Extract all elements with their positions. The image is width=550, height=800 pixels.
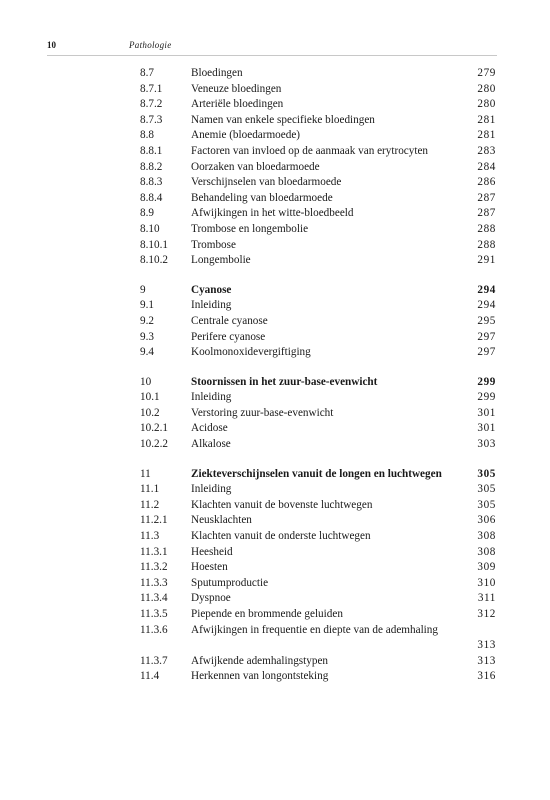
page-reference: 279 (477, 67, 496, 79)
entry-title: Centrale cyanose (191, 314, 268, 327)
running-title: Pathologie (129, 40, 172, 50)
entry-title: Sputumproductie (191, 576, 269, 589)
section-number: 8.7 (140, 67, 154, 79)
page-reference: 283 (477, 144, 496, 157)
toc-entry (140, 128, 496, 144)
toc-entry (140, 330, 496, 346)
entry-title: Behandeling van bloedarmoede (191, 191, 333, 204)
entry-title: Afwijkende ademhalingstypen (191, 654, 329, 667)
section-number: 11 (140, 467, 151, 480)
section-number: 8.10.2 (140, 254, 168, 267)
entry-title: Veneuze bloedingen (191, 82, 282, 95)
entry-title: Factoren van invloed op de aanmaak van erytrocyten (191, 144, 429, 157)
entry-title: Longembolie (191, 254, 251, 267)
page-reference: 311 (477, 592, 496, 605)
page-reference: 312 (477, 608, 496, 620)
entry-title: Anemie (bloedarmoede) (191, 129, 301, 142)
toc-entry (140, 513, 496, 529)
entry-title: Trombose en longembolie (191, 222, 309, 235)
page-reference: 299 (477, 391, 496, 404)
header-divider (47, 55, 497, 56)
entry-title: Verschijnselen van bloedarmoede (191, 176, 342, 189)
entry-title: Acidose (191, 422, 228, 435)
section-number: 11.3.7 (140, 654, 168, 667)
section-number: 8.8.4 (140, 191, 163, 204)
entry-title: Afwijkingen in het witte-bloedbeeld (191, 207, 354, 220)
section-number: 10.2.1 (140, 422, 168, 435)
entry-title: Oorzaken van bloedarmoede (191, 160, 320, 173)
page-reference: 303 (477, 438, 496, 451)
toc-entry (140, 421, 496, 437)
entry-title: Inleiding (191, 299, 232, 312)
page-reference: 305 (477, 498, 496, 511)
toc-entry (140, 482, 496, 498)
entry-title: Ziekteverschijnselen vanuit de longen en luchtwegen (191, 467, 442, 480)
toc-section (140, 375, 496, 453)
page-reference: 301 (477, 422, 496, 435)
toc-entry (140, 498, 496, 514)
toc-entry (140, 437, 496, 453)
section-number: 8.8.2 (140, 160, 163, 173)
toc-entry (140, 560, 496, 576)
section-number: 8.7.2 (140, 98, 163, 111)
section-number: 10.2 (140, 406, 160, 419)
toc-entry (140, 82, 496, 98)
section-number: 11.3.6 (140, 623, 168, 636)
page-reference: 310 (477, 576, 496, 589)
section-number: 11.2.1 (140, 514, 168, 527)
toc-entry (140, 390, 496, 406)
section-number: 9.1 (140, 299, 154, 312)
toc-entry (140, 253, 496, 269)
page-reference: 281 (477, 113, 496, 126)
page-reference: 287 (477, 207, 496, 220)
entry-title: Namen van enkele specifieke bloedingen (191, 113, 375, 126)
toc-entry (140, 591, 496, 607)
toc-entry (140, 97, 496, 113)
section-number: 8.8.3 (140, 176, 163, 189)
toc-section (140, 467, 496, 685)
toc-entry (140, 669, 496, 685)
toc-entry (140, 160, 496, 176)
section-number: 10 (140, 375, 152, 388)
toc-entry (140, 66, 496, 82)
toc-entry (140, 654, 496, 670)
section-number: 9 (140, 283, 146, 296)
entry-title: Heesheid (191, 545, 233, 558)
toc-entry (140, 529, 496, 545)
toc-entry (140, 113, 496, 129)
page-reference: 297 (477, 330, 496, 343)
section-number: 11.3.2 (140, 561, 168, 574)
entry-title: Arteriële bloedingen (191, 98, 284, 111)
section-number: 8.8.1 (140, 144, 163, 157)
toc-entry (140, 406, 496, 422)
toc-section (140, 66, 496, 269)
page-reference: 313 (477, 639, 496, 652)
page-reference: 284 (477, 160, 496, 173)
entry-title: Bloedingen (191, 67, 243, 79)
section-number: 11.4 (140, 670, 160, 683)
entry-title: Hoesten (191, 561, 228, 574)
table-of-contents (140, 66, 496, 685)
entry-title: Perifere cyanose (191, 330, 266, 343)
page-reference: 308 (477, 530, 496, 543)
page-reference: 299 (477, 375, 496, 388)
toc-chapter-entry (140, 467, 496, 483)
page-reference: 280 (477, 82, 496, 95)
section-number: 8.10 (140, 222, 160, 235)
page-reference: 294 (477, 299, 496, 312)
section-number: 9.3 (140, 330, 154, 343)
page-reference: 308 (477, 545, 496, 558)
page-reference: 288 (477, 238, 496, 251)
toc-entry (140, 175, 496, 191)
section-number: 11.2 (140, 498, 160, 511)
page-reference: 287 (477, 191, 496, 204)
entry-title: Stoornissen in het zuur-base-evenwicht (191, 375, 378, 388)
page-reference: 286 (477, 176, 496, 189)
section-number: 10.1 (140, 391, 160, 404)
entry-title: Verstoring zuur-base-evenwicht (191, 406, 334, 419)
page-reference: 306 (477, 514, 496, 527)
entry-title: Alkalose (191, 438, 231, 451)
entry-title: Trombose (191, 238, 236, 251)
toc-entry (140, 298, 496, 314)
toc-entry (140, 545, 496, 561)
section-number: 11.3.5 (140, 608, 168, 620)
entry-title: Klachten vanuit de onderste luchtwegen (191, 530, 371, 543)
toc-entry (140, 238, 496, 254)
toc-entry (140, 222, 496, 238)
toc-chapter-entry (140, 283, 496, 299)
entry-title: Koolmonoxidevergiftiging (191, 346, 311, 359)
section-number: 11.3.1 (140, 545, 168, 558)
entry-title: Afwijkingen in frequentie en diepte van de ademhaling (191, 623, 438, 636)
entry-title: Piepende en brommende geluiden (191, 608, 343, 620)
page-reference: 309 (477, 561, 496, 574)
entry-title: Inleiding (191, 391, 232, 404)
page-reference: 280 (477, 98, 496, 111)
toc-entry (140, 314, 496, 330)
page-reference: 291 (477, 254, 496, 267)
entry-title: Klachten vanuit de bovenste luchtwegen (191, 498, 373, 511)
toc-chapter-entry (140, 375, 496, 391)
page-reference: 281 (477, 129, 496, 142)
section-number: 8.8 (140, 129, 154, 142)
entry-title: Neusklachten (191, 514, 252, 527)
page-reference: 301 (477, 406, 496, 419)
section-number: 9.4 (140, 346, 154, 359)
toc-section (140, 283, 496, 361)
section-number: 8.7.3 (140, 113, 163, 126)
toc-entry (140, 576, 496, 592)
page-header (47, 40, 497, 54)
page-reference: 305 (477, 467, 496, 480)
page-reference: 313 (477, 654, 496, 667)
section-number: 8.9 (140, 207, 154, 220)
section-number: 11.3.4 (140, 592, 168, 605)
section-number: 8.7.1 (140, 82, 163, 95)
section-number: 9.2 (140, 314, 154, 327)
page-reference: 316 (477, 670, 496, 683)
page-reference: 294 (477, 283, 496, 296)
toc-entry (140, 191, 496, 207)
page-number: 10 (47, 40, 56, 50)
entry-title: Dyspnoe (191, 592, 231, 605)
page-reference: 305 (477, 483, 496, 496)
toc-entry (140, 206, 496, 222)
toc-entry (140, 345, 496, 361)
section-number: 10.2.2 (140, 438, 168, 451)
entry-title: Inleiding (191, 483, 232, 496)
page-reference: 288 (477, 222, 496, 235)
page-reference: 297 (477, 346, 496, 359)
toc-entry (140, 144, 496, 160)
page-reference: 295 (477, 314, 496, 327)
entry-title: Herkennen van longontsteking (191, 670, 329, 683)
section-number: 8.10.1 (140, 238, 168, 251)
section-number: 11.3 (140, 530, 160, 543)
entry-title: Cyanose (191, 283, 232, 296)
toc-entry (140, 623, 496, 654)
section-number: 11.1 (140, 483, 160, 496)
toc-entry (140, 607, 496, 623)
section-number: 11.3.3 (140, 576, 168, 589)
